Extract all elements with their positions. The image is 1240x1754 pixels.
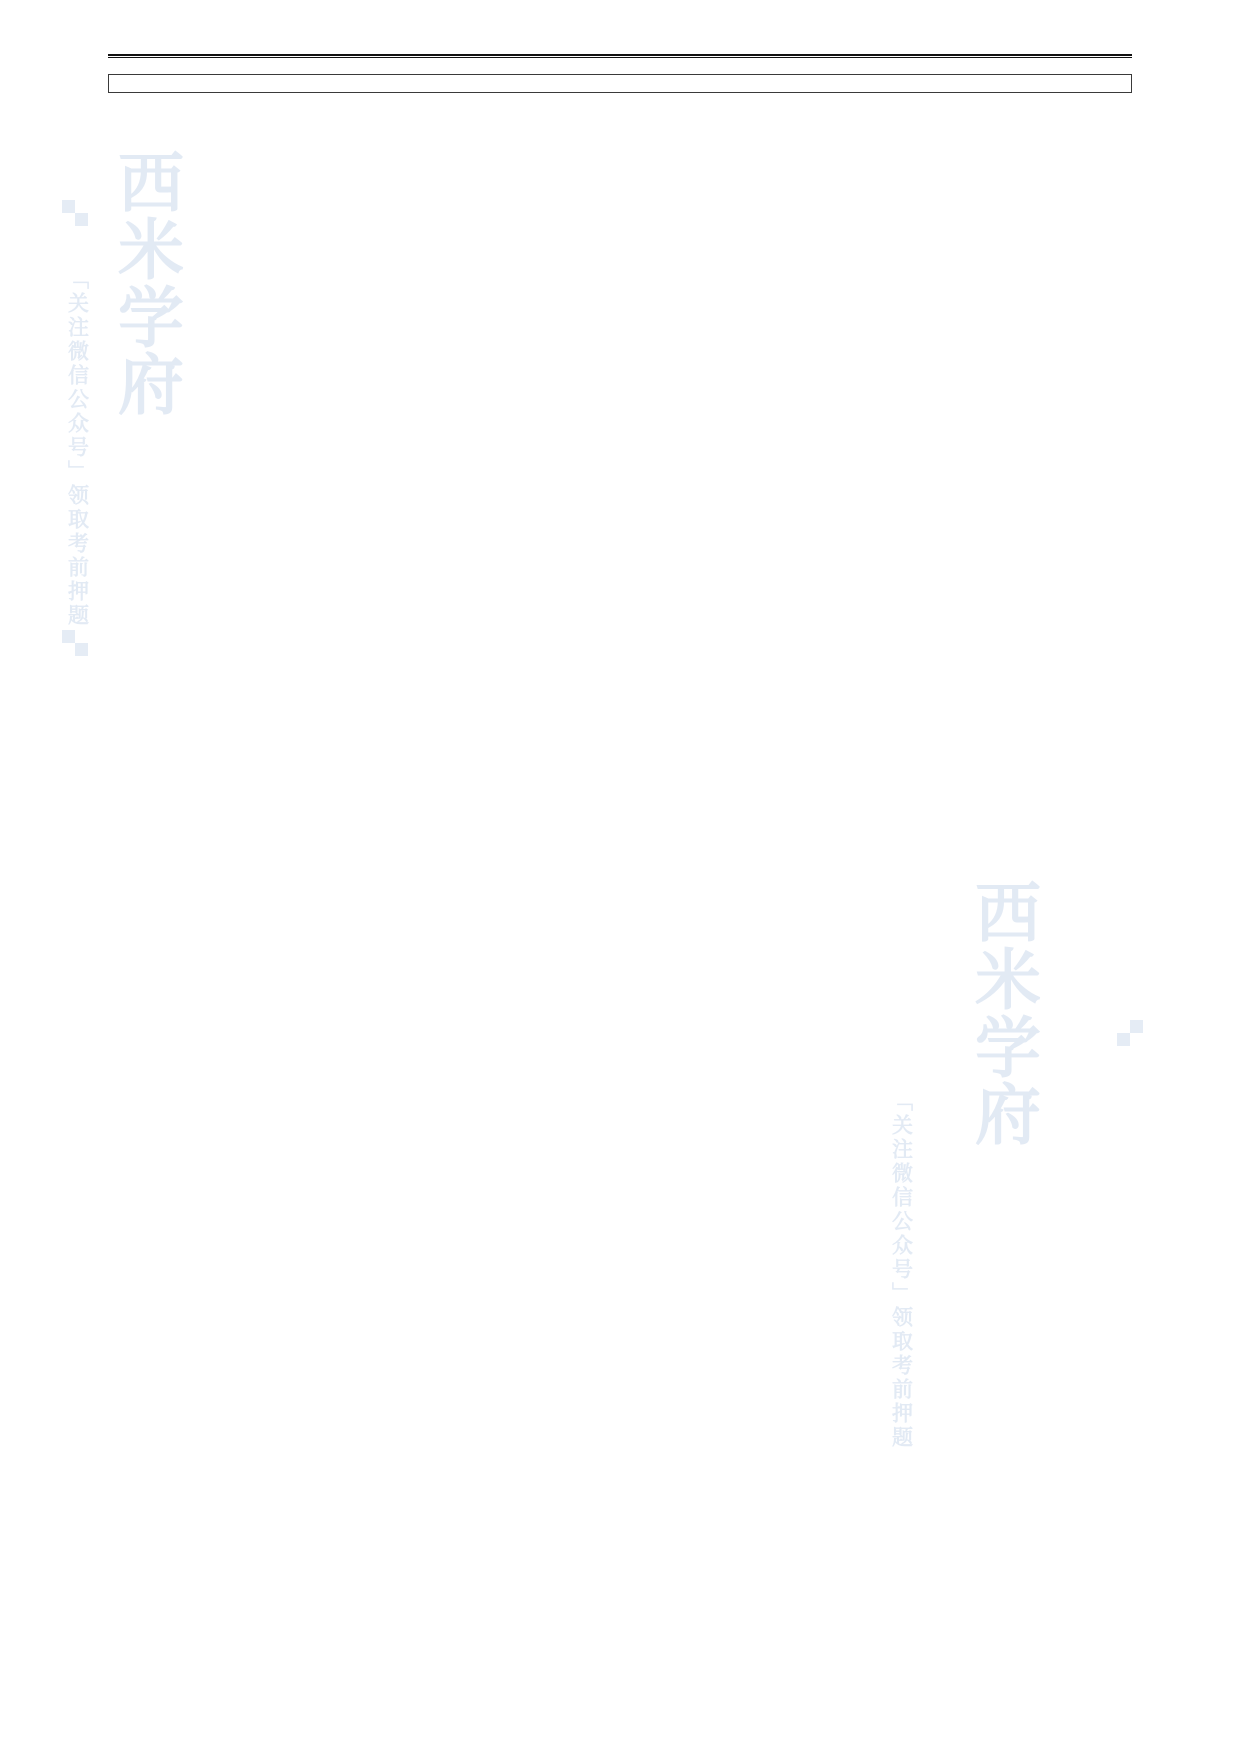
header-divider xyxy=(108,54,1132,58)
watermark-square xyxy=(62,200,75,213)
page-header xyxy=(0,0,1240,50)
quote-text xyxy=(109,75,1131,92)
watermark-square xyxy=(1130,1020,1143,1033)
watermark-square xyxy=(75,213,88,226)
quote-block xyxy=(108,74,1132,93)
watermark-column-bottom: 「关注微信公众号」领取考前押题 xyxy=(889,1090,915,1450)
watermark-square xyxy=(62,630,75,643)
watermark-square xyxy=(1117,1033,1130,1046)
watermark-square xyxy=(75,643,88,656)
watermark-column-top: 「关注微信公众号」领取考前押题 xyxy=(65,268,91,628)
watermark-brand-bottom: 西 米 学 府 xyxy=(975,874,1041,1154)
watermark-brand-top: 西 米 学 府 xyxy=(118,144,184,424)
document-content xyxy=(0,74,1240,93)
